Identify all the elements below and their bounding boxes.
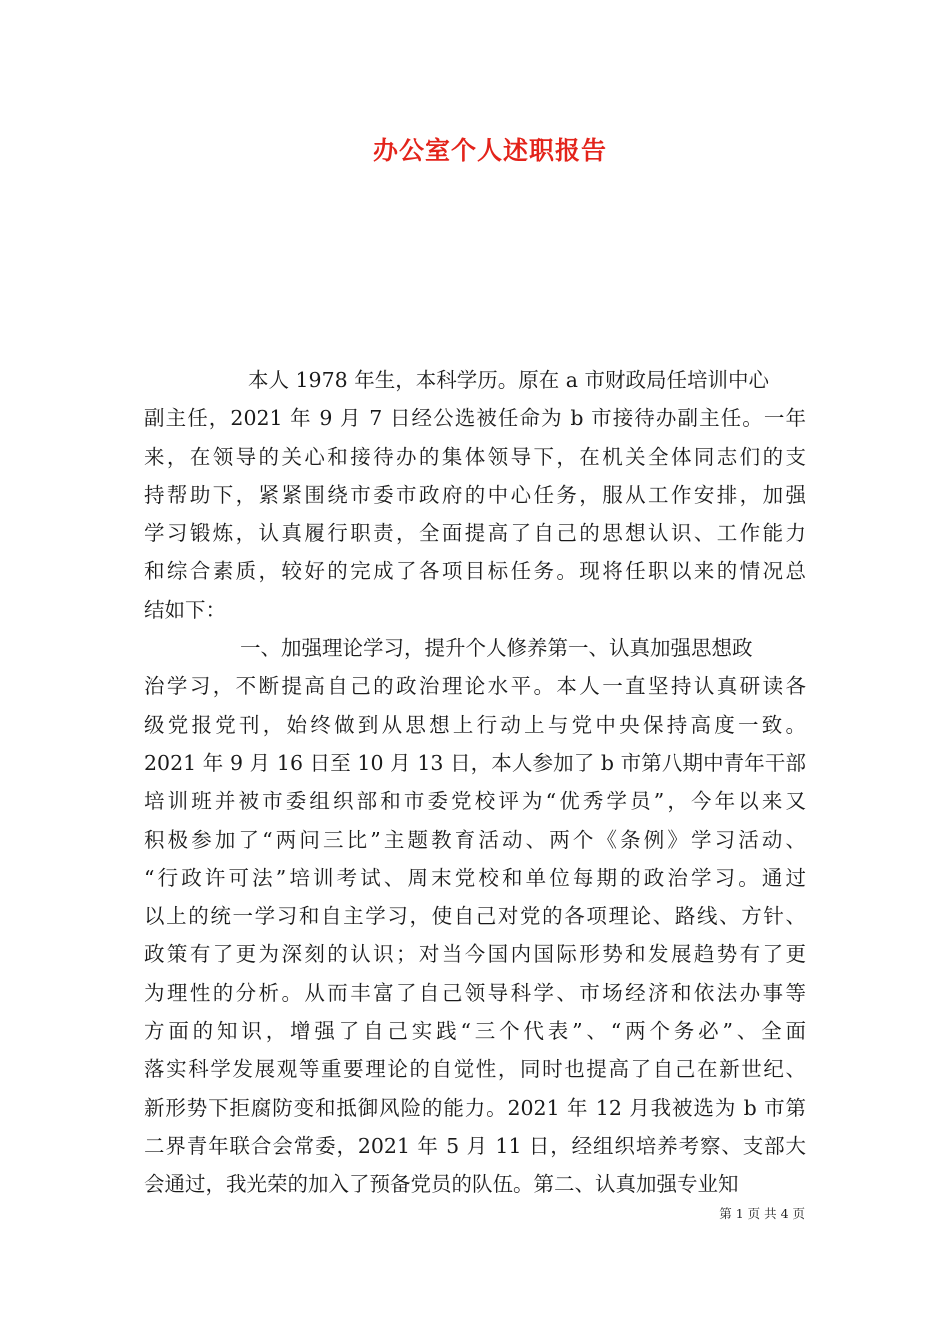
paragraph-theory-study <box>144 629 806 1203</box>
text-line: 政策有了更为深刻的认识；对当今国内国际形势和发展趋势有了更 <box>144 942 806 967</box>
text-line: 新形势下拒腐防变和抵御风险的能力。2021 年 12 月我被选为 b 市第 <box>144 1095 806 1120</box>
paragraph-intro <box>144 361 806 629</box>
text-line: 治学习，不断提高自己的政治理论水平。本人一直坚持认真研读各 <box>144 674 806 699</box>
text-line: 方面的知识，增强了自己实践“三个代表”、“两个务必”、全面 <box>144 1019 806 1044</box>
text-line: 结如下： <box>144 597 226 622</box>
text-line: 2021 年 9 月 16 日至 10 月 13 日，本人参加了 b 市第八期中青年干部 <box>144 750 806 775</box>
text-line: 本人 1978 年生，本科学历。原在 a 市财政局任培训中心 <box>248 368 769 392</box>
text-line: 级党报党刊，始终做到从思想上行动上与党中央保持高度一致。 <box>144 712 806 737</box>
text-line: 一、加强理论学习，提升个人修养第一、认真加强思想政 <box>240 636 753 661</box>
text-line: 积极参加了“两问三比”主题教育活动、两个《条例》学习活动、 <box>144 827 806 852</box>
text-line: 学习锻炼，认真履行职责，全面提高了自己的思想认识、工作能力 <box>144 521 806 546</box>
text-line: 和综合素质，较好的完成了各项目标任务。现将任职以来的情况总 <box>144 559 806 584</box>
text-line: 二界青年联合会常委，2021 年 5 月 11 日，经组织培养考察、支部大 <box>144 1133 806 1158</box>
text-line: 落实科学发展观等重要理论的自觉性，同时也提高了自己在新世纪、 <box>144 1057 806 1082</box>
document-body <box>144 361 806 1204</box>
text-line: 持帮助下，紧紧围绕市委市政府的中心任务，服从工作安排，加强 <box>144 482 806 507</box>
text-line: 以上的统一学习和自主学习，使自己对党的各项理论、路线、方针、 <box>144 904 806 929</box>
page-number-footer: 第 1 页 共 4 页 <box>719 1206 805 1221</box>
text-line: 会通过，我光荣的加入了预备党员的队伍。第二、认真加强专业知 <box>144 1172 739 1197</box>
text-line: “行政许可法”培训考试、周末党校和单位每期的政治学习。通过 <box>144 865 806 890</box>
document-title: 办公室个人述职报告 <box>372 136 607 165</box>
text-line: 培训班并被市委组织部和市委党校评为“优秀学员”，今年以来又 <box>144 789 806 814</box>
text-line: 为理性的分析。从而丰富了自己领导科学、市场经济和依法办事等 <box>144 980 806 1005</box>
text-line: 来，在领导的关心和接待办的集体领导下，在机关全体同志们的支 <box>144 444 806 469</box>
text-line: 副主任，2021 年 9 月 7 日经公选被任命为 b 市接待办副主任。一年 <box>144 406 806 431</box>
